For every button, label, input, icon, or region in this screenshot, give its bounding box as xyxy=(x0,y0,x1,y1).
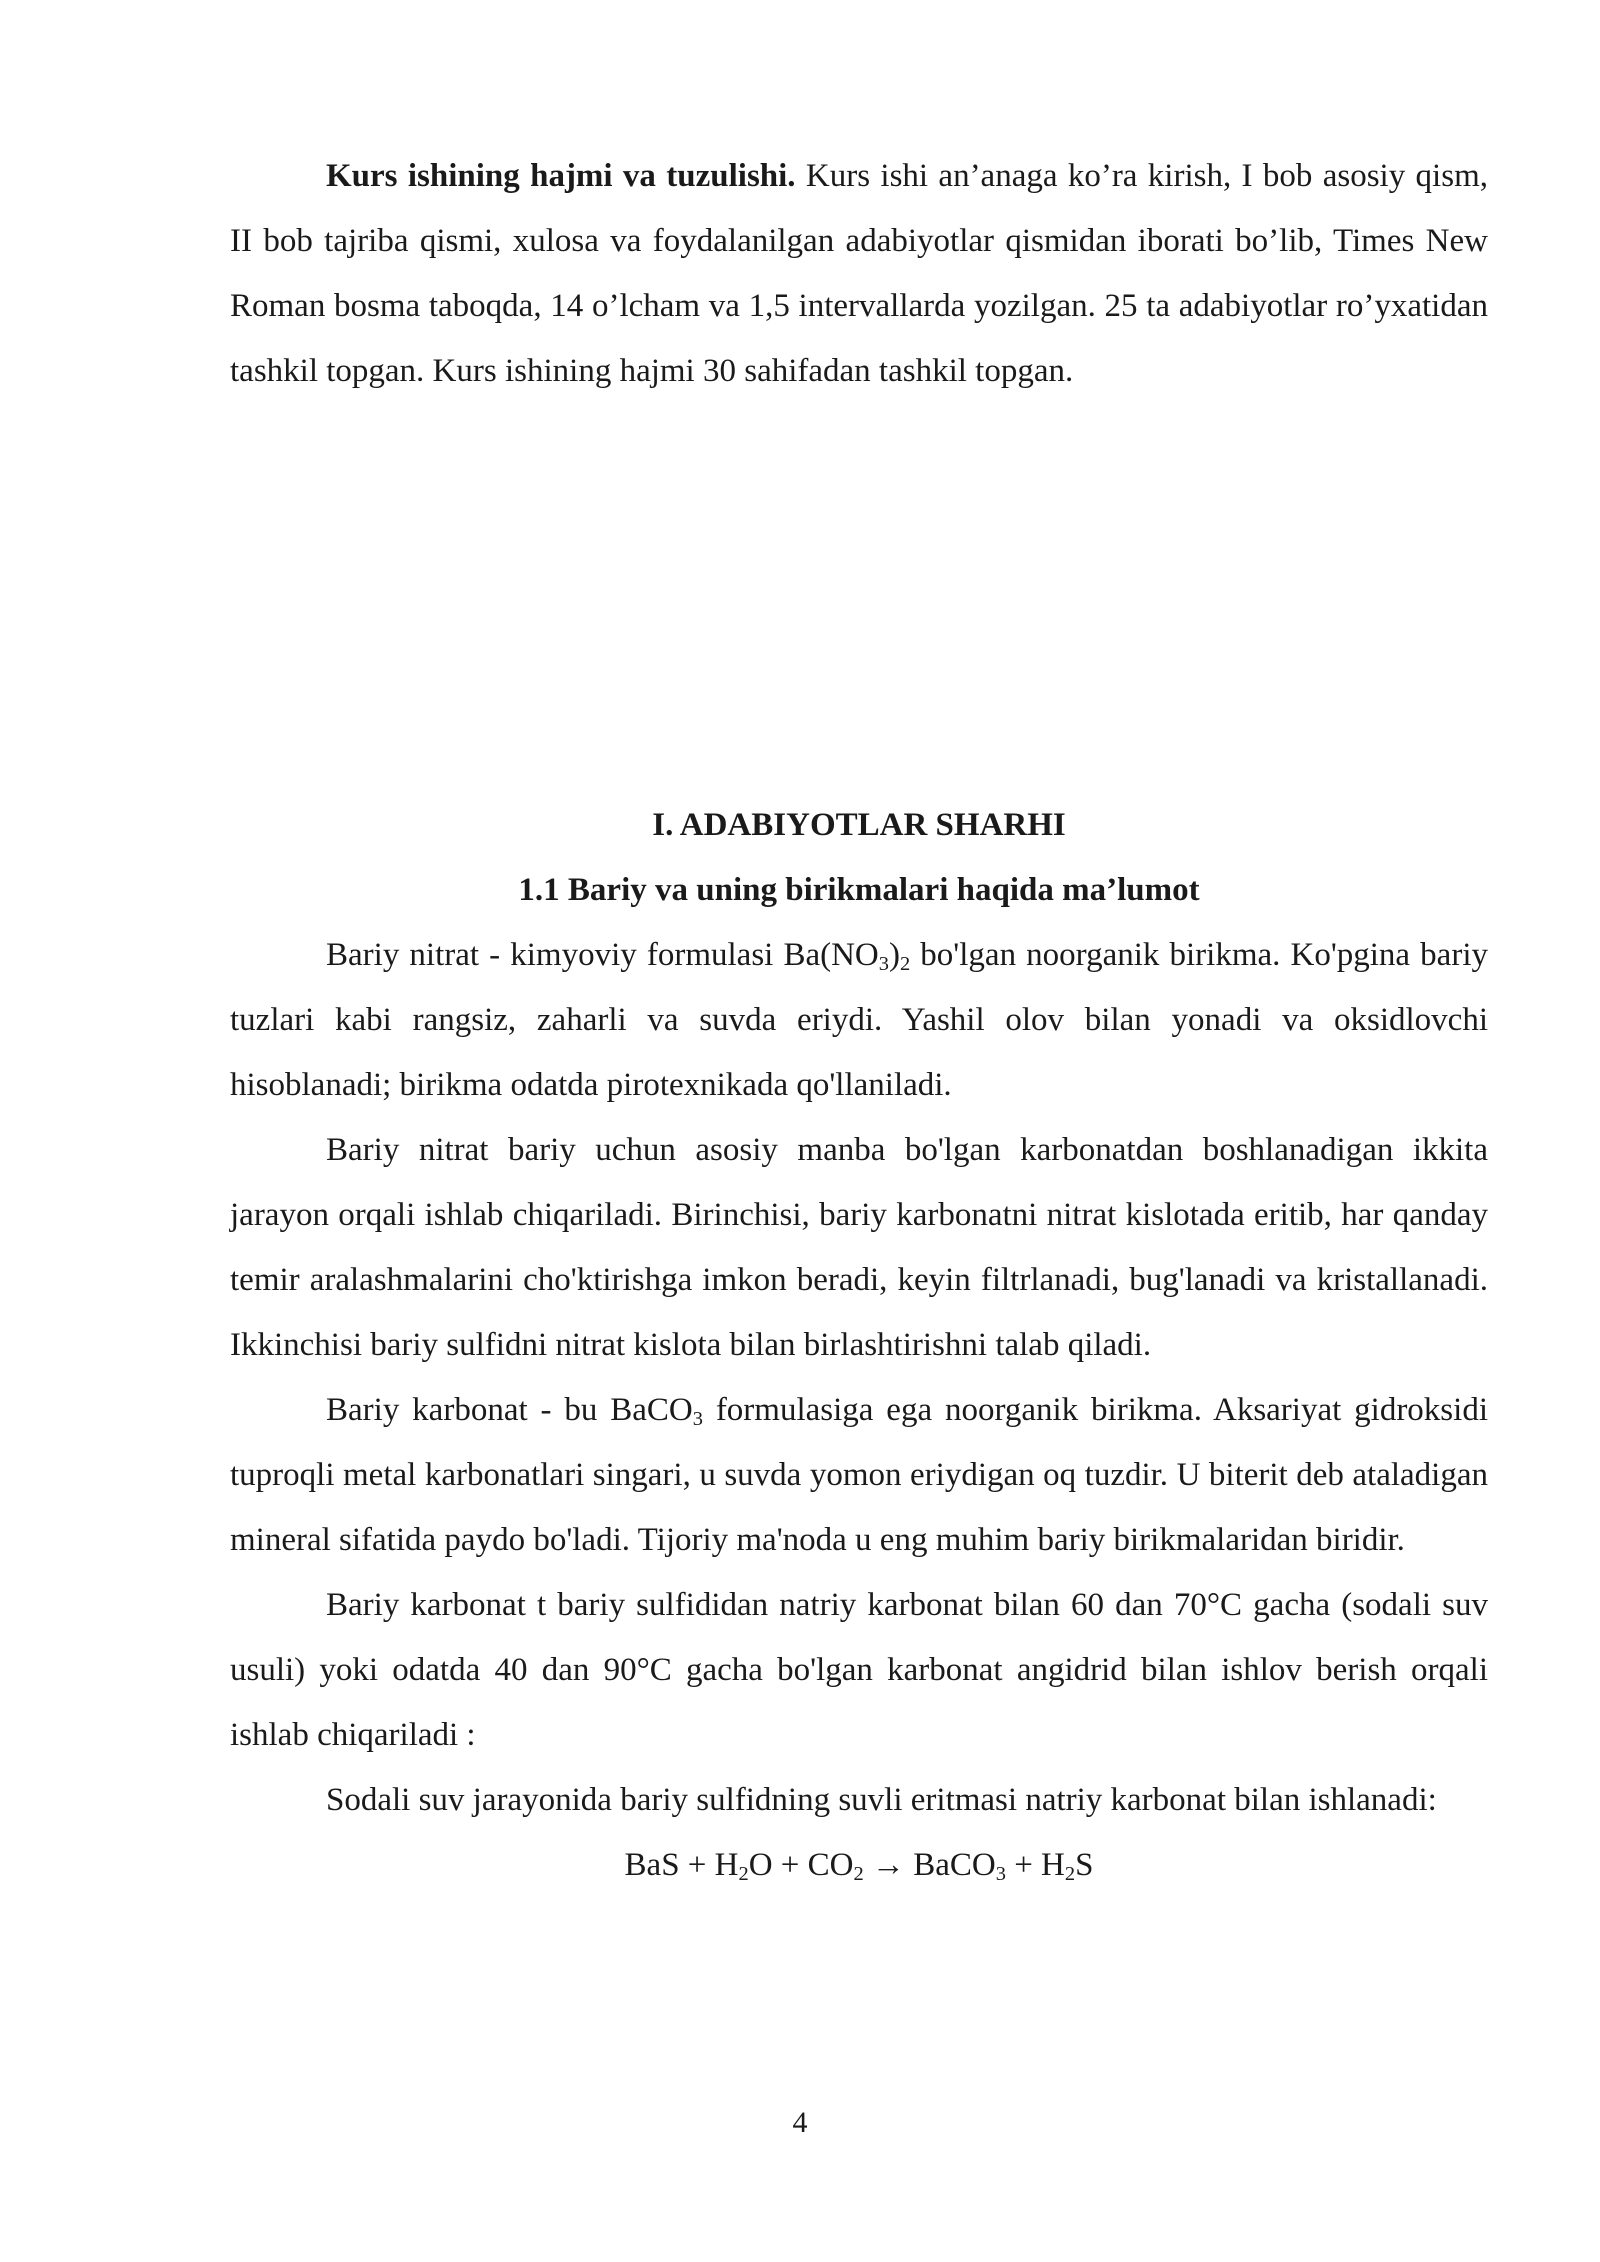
paragraph-nitrate-production: Bariy nitrat bariy uchun asosiy manba bo'lgan karbonatdan boshlanadigan ikkita jarayon orqali ishlab chiqariladi. Birinchisi, bariy karbonatni nitrat kislotada eritib, har qanday temir aralashmalarini cho'ktirishga imkon beradi, keyin filtrlanadi, bug'lanadi va kristallanadi. Ikkinchisi bariy sulfidni nitrat kislota bilan birlashtirishni talab qiladi. xyxy=(230,1132,1488,1363)
section-block xyxy=(230,793,1488,1898)
eq-part-5: S xyxy=(1075,1847,1094,1883)
p1-sub2: 2 xyxy=(899,953,911,976)
p1-after: bo'lgan noorganik birikma. Ko'pgina bariy tuzlari kabi rangsiz, zaharli va suvda eriydi. Yashil olov bilan yonadi va oksidlovchi hisoblanadi; birikma odatda pirotexnikada qo'llaniladi. xyxy=(230,937,1488,1103)
paragraph-soda-process: Sodali suv jarayonida bariy sulfidning suvli eritmasi natriy karbonat bilan ishlanadi: xyxy=(326,1782,1437,1818)
p1-sub1: 3 xyxy=(878,953,889,976)
paragraph-barium-nitrate xyxy=(230,923,1488,1118)
intro-text: Kurs ishi an’anaga ko’ra kirish, I bob asosiy qism, II bob tajriba qismi, xulosa va foydalanilgan adabiyotlar qismidan iborati bo’lib, Times New Roman bosma taboqda, 14 o’lcham va 1,5 intervallarda yozilgan. 25 ta adabiyotlar ro’yxatidan tashkil topgan. Kurs ishining hajmi 30 sahifadan tashkil topgan. xyxy=(230,158,1488,389)
eq-part-3: → BaCO xyxy=(863,1847,996,1883)
p3-sub: 3 xyxy=(692,1408,703,1431)
intro-block xyxy=(230,144,1488,404)
eq-part-1: BaS + H xyxy=(624,1847,739,1883)
p1-before: Bariy nitrat - kimyoviy formulasi Ba(NO xyxy=(326,937,879,973)
paragraph-carbonate-production: Bariy karbonat t bariy sulfididan natriy karbonat bilan 60 dan 70°C gacha (sodali suv usuli) yoki odatda 40 dan 90°C gacha bo'lgan karbonat angidrid bilan ishlov berish orqali ishlab chiqariladi : xyxy=(230,1587,1488,1753)
p1-mid: ) xyxy=(888,937,900,973)
eq-sub-3: 3 xyxy=(995,1863,1006,1886)
eq-sub-1: 2 xyxy=(738,1863,749,1886)
chemical-equation xyxy=(230,1833,1488,1898)
page-number: 4 xyxy=(792,2106,808,2139)
chapter-title: I. ADABIYOTLAR SHARHI xyxy=(652,807,1066,843)
intro-paragraph xyxy=(230,144,1488,404)
subsection-title: 1.1 Bariy va uning birikmalari haqida ma’lumot xyxy=(518,872,1200,908)
eq-part-4: + H xyxy=(1005,1847,1065,1883)
eq-sub-2: 2 xyxy=(853,1863,864,1886)
eq-part-2: O + CO xyxy=(748,1847,854,1883)
eq-sub-4: 2 xyxy=(1064,1863,1076,1886)
p3-after: formulasiga ega noorganik birikma. Aksariyat gidroksidi tuproqli metal karbonatlari singari, u suvda yomon eriydigan oq tuzdir. U biterit deb ataladigan mineral sifatida paydo bo'ladi. Tijoriy ma'noda u eng muhim bariy birikmalaridan biridir. xyxy=(230,1392,1488,1558)
intro-lead-bold: Kurs ishining hajmi va tuzulishi. xyxy=(326,158,796,194)
paragraph-barium-carbonate xyxy=(230,1378,1488,1573)
p3-before: Bariy karbonat - bu BaCO xyxy=(326,1392,693,1428)
